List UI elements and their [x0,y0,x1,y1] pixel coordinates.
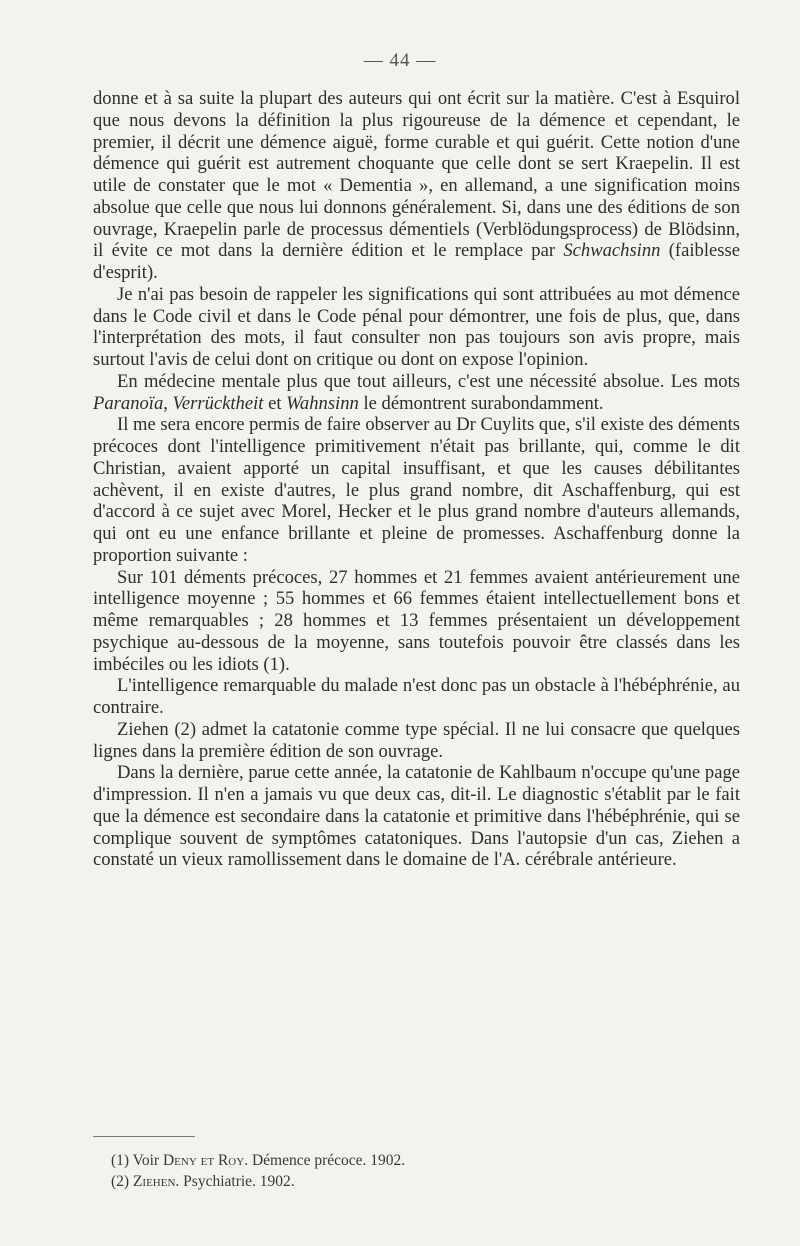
footnote-2-mark: (2) [111,1173,130,1190]
paragraph-3-lead: En médecine mentale plus que tout ailleurs, c'est une nécessité absolue. Les mots [117,370,740,392]
paragraph-1-tail: (faiblesse d'esprit). [93,240,740,283]
body-text [93,88,740,871]
term-schwachsinn: Schwachsinn [563,240,661,262]
footnote-2 [111,1171,731,1192]
paragraph-2: Je n'ai pas besoin de rappeler les significations qui sont attribuées au mot démence dans le Code civil et dans le Code pénal pour démontrer, une fois de plus, que, dans l'interprétation des mots, il faut consulter non pas toujours son avis propre, mais surtout l'avis de celui dont on critique ou dont on expose l'opinion. [93,283,740,370]
footnote-1-authors: Deny et Roy [162,1152,245,1169]
paragraph-5: Sur 101 déments précoces, 27 hommes et 21 femmes avaient antérieurement une intelligence moyenne ; 55 hommes et 66 femmes étaient intellectuellement bons et même remarquables ; 28 hommes et 13 femmes présentaient un développement psychique au-dessous de la moyenne, sans toutefois pouvoir être classés dans les imbéciles ou les idiots (1). [93,566,740,675]
footnote-divider [93,1136,195,1137]
paragraph-3 [93,371,740,415]
footnote-2-author: Ziehen [132,1173,176,1190]
paragraph-6: L'intelligence remarquable du malade n'est donc pas un obstacle à l'hébéphrénie, au contraire. [93,675,740,718]
footnotes [111,1150,731,1192]
footnote-1-mark: (1) [111,1152,130,1169]
paragraph-8: Dans la dernière, parue cette année, la catatonie de Kahlbaum n'occupe qu'une page d'impression. Il n'en a jamais vu que deux cas, dit-il. Le diagnostic s'établit par le fait que la démence est secondaire dans la catatonie et primitive dans l'hébéphrénie, qui se complique souvent de symptômes catatoniques. Dans l'autopsie d'un cas, Ziehen a constaté un vieux ramollissement dans le domaine de l'A. cérébrale antérieure. [93,762,740,871]
footnote-1-pre: Voir [129,1152,163,1169]
paragraph-3-sep2: et [263,392,287,414]
paragraph-7: Ziehen (2) admet la catatonie comme type spécial. Il ne lui consacre que quelques lignes dans la première édition de son ouvrage. [93,718,740,762]
term-verrucktheit: Verrücktheit [172,392,264,414]
footnote-2-rest: . Psychiatrie. 1902. [175,1173,295,1190]
paragraph-1 [93,88,740,284]
footnote-1-rest: . Démence précoce. 1902. [244,1152,406,1169]
footnote-1 [111,1150,731,1171]
paragraph-3-tail: le démontrent surabondamment. [358,392,604,414]
paragraph-4: Il me sera encore permis de faire observer au Dr Cuylits que, s'il existe des déments précoces dont l'intelligence primitivement n'était pas brillante, qui, comme le dit Christian, avaient apporté un capital insuffisant, et que les causes débilitantes achèvent, il en existe d'autres, le plus grand nombre, dit Aschaffenburg, qui est d'accord à ce sujet avec Morel, Hecker et le plus grand nombre d'auteurs allemands, qui ont eu une enfance brillante et pleine de promesses. Aschaffenburg donne la proportion suivante : [93,414,740,566]
paragraph-1-text: donne et à sa suite la plupart des auteurs qui ont écrit sur la matière. C'est à Esquirol que nous devons la définition la plus rigoureuse de la démence et cependant, le premier, il décrit une démence aiguë, forme curable et qui guérit. Cette notion d'une démence qui guérit est autrement choquante que celle dont se sert Kraepelin. Il est utile de constater que le mot « Dementia », en allemand, a une signification moins absolue que celle que nous lui donnons généralement. Si, dans une des éditions de son ouvrage, Kraepelin parle de processus démentiels (Verblödungsprocess) de Blödsinn, il évite ce mot dans la dernière édition et le remplace par [93,88,740,262]
term-wahnsinn: Wahnsinn [286,392,359,414]
paragraph-3-sep1: , [163,392,173,414]
term-paranoia: Paranoïa [93,392,164,414]
page-number: — 44 — [363,50,437,71]
